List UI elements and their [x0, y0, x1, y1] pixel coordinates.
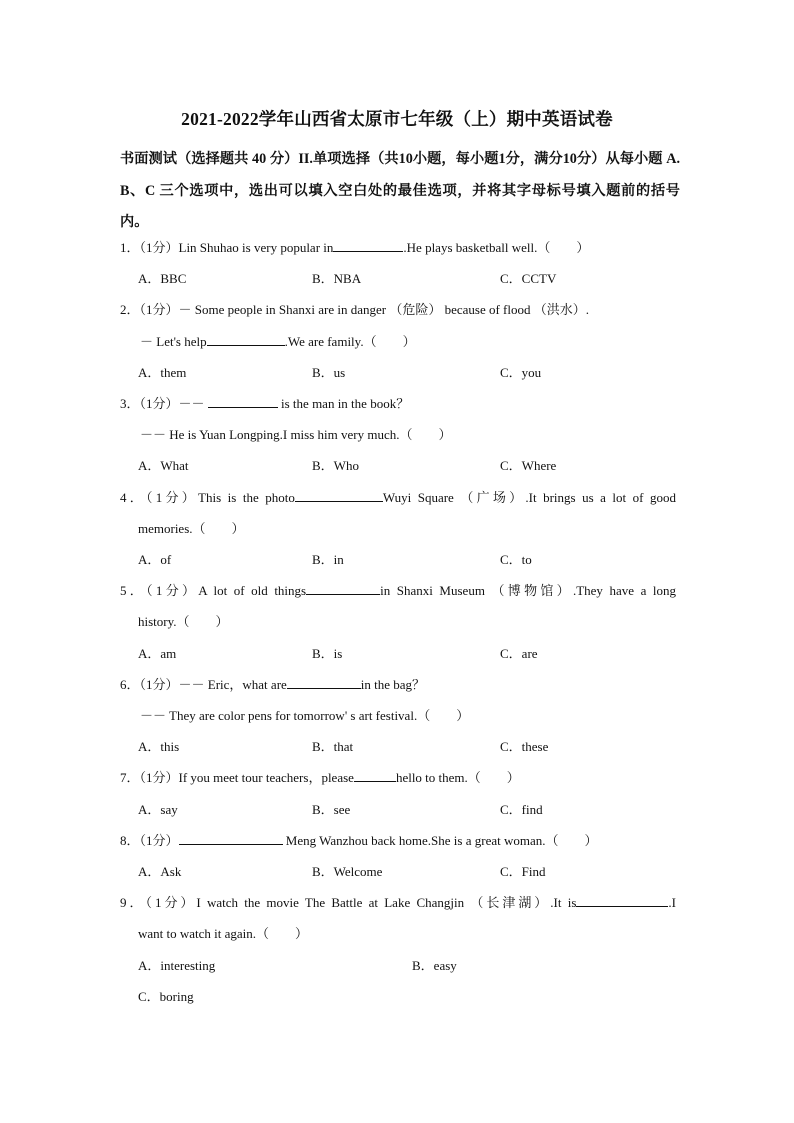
question-1-stem: 1．（1分）Lin Shuhao is very popular in: [120, 240, 334, 255]
answer-blank: [295, 488, 383, 502]
question-8-stem: 8．（1分）: [120, 833, 179, 848]
question-6-stem: 6．（1分）－－ Eric，what are: [120, 677, 287, 692]
question-2-option-c: C．you: [500, 365, 542, 380]
question-9: [120, 887, 676, 918]
answer-blank: [207, 332, 285, 346]
question-5: [120, 575, 676, 606]
question-8-option-a: A．Ask: [138, 864, 182, 879]
question-3-option-c: C．Where: [500, 458, 557, 473]
answer-blank: [306, 581, 380, 595]
question-4-option-c: C．to: [500, 552, 532, 567]
question-6: [120, 669, 676, 700]
question-7-stem-end: hello to them.（ ）: [395, 770, 520, 785]
question-4-option-b: B．in: [312, 552, 344, 567]
question-1-stem-end: .He plays basketball well.（ ）: [403, 240, 590, 255]
question-2: [120, 294, 676, 325]
question-7-option-b: B．see: [312, 802, 351, 817]
answer-blank: [354, 768, 396, 782]
question-6-option-c: C．these: [500, 739, 549, 754]
question-4-continuation: memories.（ ）: [138, 521, 245, 536]
question-2-option-b: B．us: [312, 365, 346, 380]
question-1: [120, 232, 676, 263]
question-5-option-c: C．are: [500, 646, 538, 661]
question-4-stem-end: Wuyi Square （广场）.It brings us a lot of good: [382, 490, 676, 505]
question-7-stem: 7．（1分）If you meet tour teachers，please: [120, 770, 354, 785]
question-7-option-c: C．find: [500, 802, 543, 817]
question-2-stem: 2．（1分）－ Some people in Shanxi are in danger （危险） because of flood （洪水）.: [120, 302, 589, 317]
question-9-option-b: B．easy: [412, 958, 457, 973]
question-5-option-a: A．am: [138, 646, 177, 661]
question-4-option-a: A．of: [138, 552, 172, 567]
question-8-option-c: C．Find: [500, 864, 546, 879]
question-9-option-a: A．interesting: [138, 958, 216, 973]
page-title: 2021-2022学年山西省太原市七年级（上）期中英语试卷: [181, 109, 613, 129]
question-8: [120, 825, 676, 856]
question-4-stem: 4．（1分）This is the photo: [120, 490, 295, 505]
question-3-response: －－ He is Yuan Longping.I miss him very much.（ ）: [140, 427, 452, 442]
question-3-stem: 3．（1分）－－: [120, 396, 205, 411]
question-9-stem: 9．（1分）I watch the movie The Battle at Lake Changjin （长津湖）.It is: [120, 895, 577, 910]
question-3: [120, 388, 676, 419]
question-2-response-start: － Let's help: [140, 334, 207, 349]
question-1-option-b: B．NBA: [312, 271, 362, 286]
question-2-response-end: .We are family.（ ）: [284, 334, 416, 349]
question-5-stem: 5．（1分）A lot of old things: [120, 583, 307, 598]
question-6-option-a: A．this: [138, 739, 180, 754]
question-8-stem-end: Meng Wanzhou back home.She is a great woman.（ ）: [282, 833, 598, 848]
question-9-stem-end: .I: [668, 895, 676, 910]
answer-blank: [208, 394, 278, 408]
question-6-option-b: B．that: [312, 739, 354, 754]
question-9-option-c: C．boring: [138, 989, 194, 1004]
question-6-response: －－ They are color pens for tomorrow' s art festival.（ ）: [140, 708, 470, 723]
question-3-stem-end: is the man in the book？: [277, 396, 410, 411]
question-2-option-a: A．them: [138, 365, 187, 380]
question-8-option-b: B．Welcome: [312, 864, 383, 879]
section-instructions: 书面测试（选择题共 40 分）II.单项选择（共10小题，每小题1分，满分10分）从每小题 A. B、C 三个选项中，选出可以填入空白处的最佳选项，并将其字母标号填入题前的括号内。: [120, 151, 680, 230]
answer-blank: [287, 675, 361, 689]
question-4: [120, 482, 676, 513]
question-5-continuation: history.（ ）: [138, 614, 229, 629]
question-2-response: [140, 326, 416, 357]
question-7: [120, 762, 676, 793]
answer-blank: [576, 893, 668, 907]
question-6-stem-end: in the bag？: [360, 677, 426, 692]
question-5-option-b: B．is: [312, 646, 343, 661]
question-7-option-a: A．say: [138, 802, 178, 817]
question-1-option-c: C．CCTV: [500, 271, 557, 286]
question-1-option-a: A．BBC: [138, 271, 187, 286]
question-3-option-a: A．What: [138, 458, 189, 473]
question-5-stem-end: in Shanxi Museum （博物馆）.They have a long: [380, 583, 676, 598]
question-3-option-b: B．Who: [312, 458, 359, 473]
answer-blank: [179, 831, 283, 845]
answer-blank: [333, 238, 403, 252]
question-9-continuation: want to watch it again.（ ）: [138, 926, 309, 941]
